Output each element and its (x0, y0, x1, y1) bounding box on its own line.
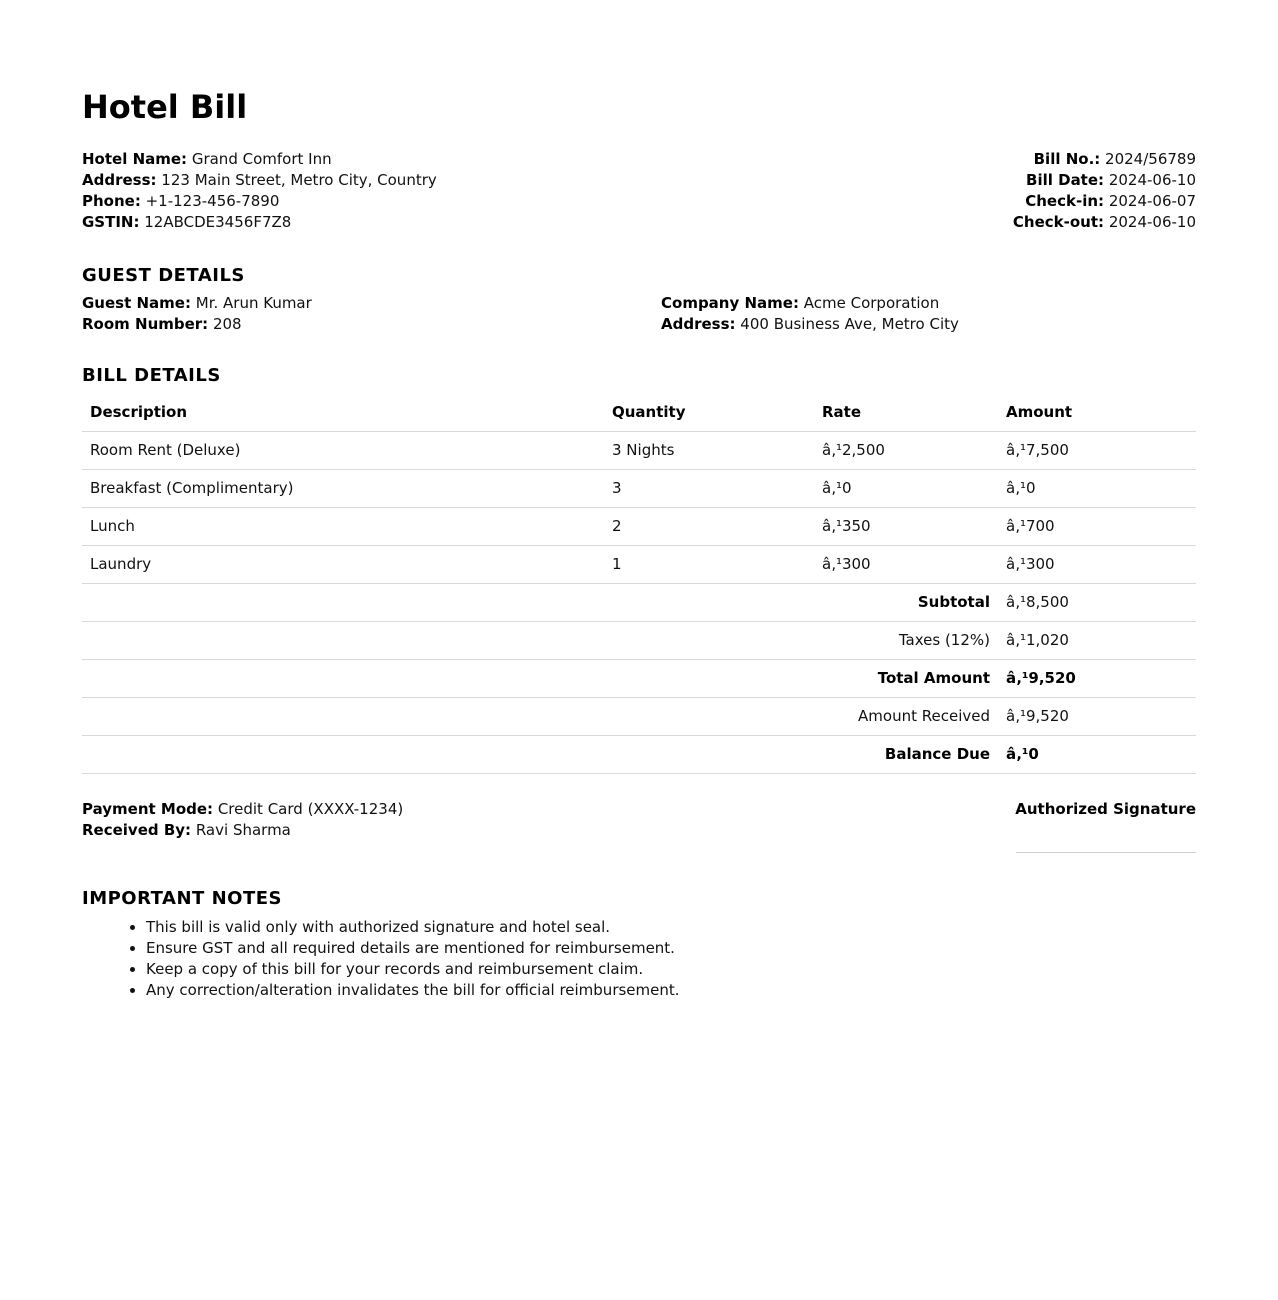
column-header-quantity: Quantity (604, 394, 814, 432)
guest-details (82, 293, 1196, 335)
hotel-name: Grand Comfort Inn (191, 150, 332, 168)
bill-table (82, 394, 1196, 774)
company-info (661, 293, 1196, 335)
bill-date-line (1013, 170, 1196, 191)
item-rate: â‚¹300 (814, 546, 998, 584)
guest-name-line (82, 293, 661, 314)
column-header-rate: Rate (814, 394, 998, 432)
subtotal-value: â‚¹8,500 (998, 584, 1196, 622)
total-amount-label: Total Amount (82, 660, 998, 698)
guest-info (82, 293, 661, 335)
hotel-address-label: Address: (82, 171, 157, 189)
item-rate: â‚¹2,500 (814, 432, 998, 470)
hotel-gstin-line (82, 212, 437, 233)
balance-due-row (82, 736, 1196, 774)
checkout-label: Check-out: (1012, 213, 1105, 231)
list-item: • Ensure GST and all required details are mentioned for reimbursement. (146, 938, 1196, 959)
hotel-gstin-label: GSTIN: (82, 213, 140, 231)
column-header-description: Description (82, 394, 604, 432)
table-row (82, 470, 1196, 508)
item-quantity: 3 Nights (604, 432, 814, 470)
guest-details-heading: GUEST DETAILS (82, 265, 245, 286)
hotel-phone-label: Phone: (82, 192, 141, 210)
received-by: Ravi Sharma (195, 821, 291, 839)
hotel-bill-document (82, 0, 1196, 1001)
important-notes-heading: IMPORTANT NOTES (82, 888, 282, 909)
hotel-name-label: Hotel Name: (82, 150, 188, 168)
guest-name-label: Guest Name: (82, 294, 191, 312)
bill-header (82, 149, 1196, 233)
amount-received-label: Amount Received (82, 698, 998, 736)
item-description: Laundry (82, 546, 604, 584)
checkin-line (1013, 191, 1196, 212)
item-quantity: 1 (604, 546, 814, 584)
table-row (82, 432, 1196, 470)
signature-line (1016, 852, 1196, 853)
item-quantity: 3 (604, 470, 814, 508)
company-name-label: Company Name: (661, 294, 799, 312)
item-quantity: 2 (604, 508, 814, 546)
company-address-line (661, 314, 1196, 335)
bill-meta (1013, 149, 1196, 233)
bill-table-header (82, 394, 1196, 432)
item-rate: â‚¹350 (814, 508, 998, 546)
hotel-info (82, 149, 437, 233)
column-header-amount: Amount (998, 394, 1196, 432)
list-item: • Keep a copy of this bill for your records and reimbursement claim. (146, 959, 1196, 980)
guest-name: Mr. Arun Kumar (195, 294, 312, 312)
table-row (82, 546, 1196, 584)
payment-mode-label: Payment Mode: (82, 800, 214, 818)
taxes-value: â‚¹1,020 (998, 622, 1196, 660)
table-row (82, 508, 1196, 546)
item-description: Breakfast (Complimentary) (82, 470, 604, 508)
bill-details-heading: BILL DETAILS (82, 365, 221, 386)
payment-mode: Credit Card (XXXX-1234) (217, 800, 404, 818)
hotel-name-line (82, 149, 437, 170)
subtotal-label: Subtotal (82, 584, 998, 622)
room-number-line (82, 314, 661, 335)
bill-date: 2024-06-10 (1108, 171, 1196, 189)
total-amount-value: â‚¹9,520 (998, 660, 1196, 698)
signature-block (1015, 799, 1196, 853)
hotel-address: 123 Main Street, Metro City, Country (161, 171, 437, 189)
checkout-date: 2024-06-10 (1108, 213, 1196, 231)
page-title: Hotel Bill (82, 88, 248, 126)
balance-due-value: â‚¹0 (998, 736, 1196, 774)
list-item: • This bill is valid only with authorized signature and hotel seal. (146, 917, 1196, 938)
item-amount: â‚¹700 (998, 508, 1196, 546)
item-rate: â‚¹0 (814, 470, 998, 508)
room-number-label: Room Number: (82, 315, 209, 333)
hotel-phone-line (82, 191, 437, 212)
room-number: 208 (212, 315, 242, 333)
checkin-date: 2024-06-07 (1108, 192, 1196, 210)
company-address: 400 Business Ave, Metro City (740, 315, 959, 333)
item-amount: â‚¹300 (998, 546, 1196, 584)
taxes-row (82, 622, 1196, 660)
amount-received-value: â‚¹9,520 (998, 698, 1196, 736)
payment-mode-line (82, 799, 403, 820)
payment-info (82, 799, 403, 853)
checkout-line (1013, 212, 1196, 233)
taxes-label: Taxes (12%) (82, 622, 998, 660)
received-by-line (82, 820, 403, 841)
item-description: Lunch (82, 508, 604, 546)
list-item: • Any correction/alteration invalidates the bill for official reimbursement. (146, 980, 1196, 1001)
bill-no-label: Bill No.: (1033, 150, 1101, 168)
received-by-label: Received By: (82, 821, 192, 839)
company-name: Acme Corporation (803, 294, 940, 312)
item-amount: â‚¹7,500 (998, 432, 1196, 470)
hotel-phone: +1-123-456-7890 (145, 192, 280, 210)
total-amount-row (82, 660, 1196, 698)
bill-no: 2024/56789 (1105, 150, 1196, 168)
item-amount: â‚¹0 (998, 470, 1196, 508)
hotel-gstin: 12ABCDE3456F7Z8 (144, 213, 292, 231)
subtotal-row (82, 584, 1196, 622)
checkin-label: Check-in: (1025, 192, 1105, 210)
balance-due-label: Balance Due (82, 736, 998, 774)
bill-date-label: Bill Date: (1026, 171, 1105, 189)
payment-section (82, 799, 1196, 853)
bill-no-line (1013, 149, 1196, 170)
notes-list (82, 917, 1196, 1001)
authorized-signature-label: Authorized Signature (1015, 800, 1196, 818)
hotel-address-line (82, 170, 437, 191)
company-address-label: Address: (661, 315, 736, 333)
item-description: Room Rent (Deluxe) (82, 432, 604, 470)
company-name-line (661, 293, 1196, 314)
amount-received-row (82, 698, 1196, 736)
